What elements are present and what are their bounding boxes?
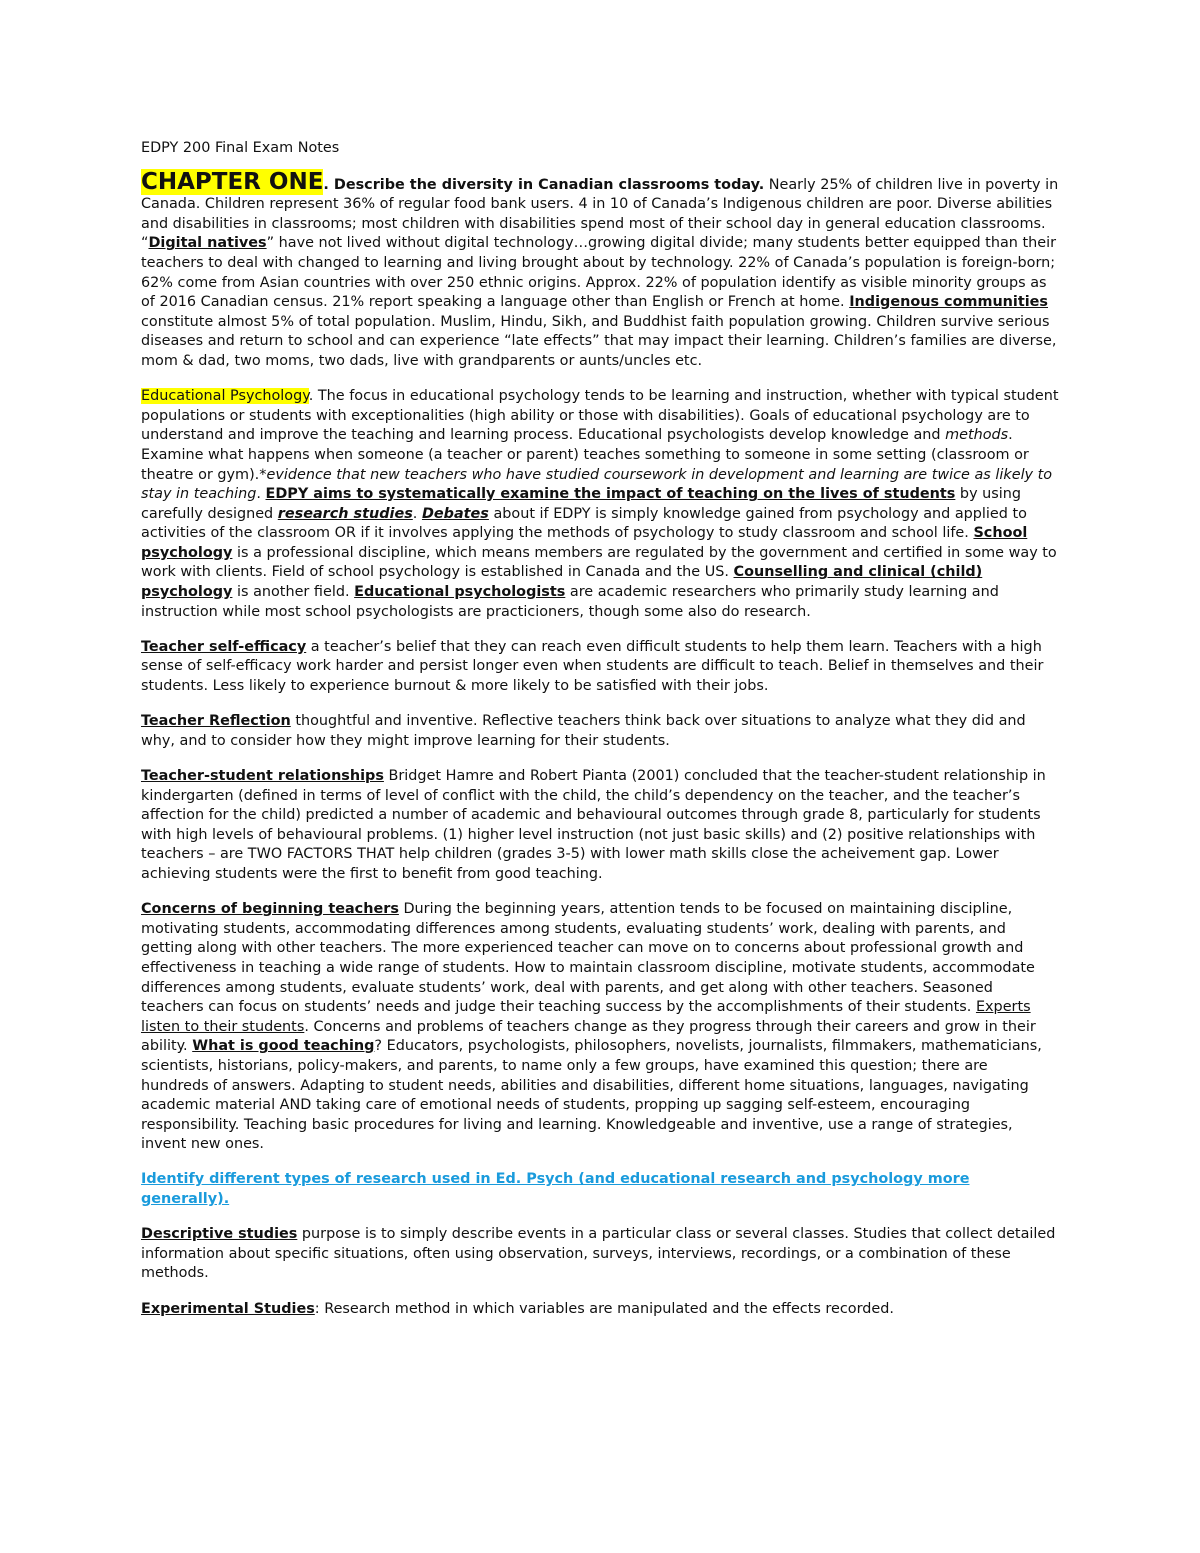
term-good-teaching: What is good teaching (192, 1038, 375, 1055)
term-experimental-studies: Experimental Studies (141, 1300, 315, 1317)
heading-research-types (141, 1170, 1059, 1209)
research-types-heading-text: Identify different types of research used in Ed. Psych (and educational research and psychology more generally). (141, 1171, 970, 1208)
term-indigenous-communities: Indigenous communities (849, 294, 1049, 311)
chapter-question: Describe the diversity in Canadian classrooms today. (333, 176, 765, 193)
term-educational-psychology: Educational Psychology (141, 388, 309, 405)
term-teacher-student-relationships: Teacher-student relationships (141, 768, 384, 784)
term-edpy-aims: EDPY aims to systematically examine the impact of teaching on the lives of students (265, 486, 956, 503)
term-experts-listen: Experts listen to their students (141, 999, 1031, 1035)
paragraph-self-efficacy: Teacher self-efficacy a teacher’s belief that they can reach even difficult students to help them learn. Teachers with a high sense of self-efficacy work harder and persist longer even when students are difficult to teach. Belief in themselves and their students. Less likely to experience burnout & more likely to be satisfied with their jobs. (141, 638, 1044, 695)
paragraph-chapter-one: CHAPTER ONE. Describe the diversity in Canadian classrooms today. Nearly 25% of children live in poverty in Canada. Children represent 36% of regular food bank users. 4 in 10 of Canada’s Indigenous children are poor. Diverse abilities and disabilities in classrooms; most children with disabilities spend most of their school day in general education classrooms. “Digital natives” have not lived without digital technology…growing digital divide; many students better equipped than their teachers to deal with changed to learning and living brought about by technology. 22% of Canada’s population is foreign-born; 62% come from Asian countries with over 250 ethnic origins. Approx. 22% of population identify as visible minority groups as of 2016 Canadian census. 21% report speaking a language other than English or French at home. Indigenous communities constitute almost 5% of total population. Muslim, Hindu, Sikh, and Buddhist faith population growing. Children survive serious diseases and return to school and can experience “late effects” that may impact their learning. Children’s families are diverse, mom & dad, two moms, two dads, live with grandparents or aunts/uncles etc. (141, 168, 1059, 369)
paragraph-beginning-teachers: Concerns of beginning teachers During the beginning years, attention tends to be focused on maintaining discipline, motivating students, accommodating differences among students, evaluating students’ work, dealing with parents, and getting along with other teachers. The more experienced teacher can move on to concerns about professional growth and effectiveness in teaching a wide range of students. How to maintain classroom discipline, motivate students, accommodate differences among students, evaluate students’ work, deal with parents, and get along with other teachers. Seasoned teachers can focus on students’ needs and judge their teaching success by the accomplishments of their students. Experts listen to their students. Concerns and problems of teachers change as they progress through their careers and grow in their ability. What is good teaching? Educators, psychologists, philosophers, novelists, journalists, filmmakers, mathematicians, scientists, historians, policy-makers, and parents, to name only a few groups, have examined this question; there are hundreds of answers. Adapting to student needs, abilities and disabilities, different home situations, languages, navigating academic material AND taking care of emotional needs of students, propping up sagging self-esteem, encouraging responsibility. Teaching basic procedures for living and learning. Knowledgeable and inventive, use a range of strategies, invent new ones. (141, 901, 1042, 1153)
term-teacher-reflection: Teacher Reflection (141, 713, 291, 730)
term-research-studies: research studies (277, 505, 413, 522)
paragraph-reflection: Teacher Reflection thoughtful and inventive. Reflective teachers think back over situations to analyze what they did and why, and to consider how they might improve learning for their students. (141, 713, 1026, 749)
term-self-efficacy: Teacher self-efficacy (141, 638, 307, 655)
paragraph-relationships: Teacher-student relationships Bridget Hamre and Robert Pianta (2001) concluded that the teacher-student relationship in kindergarten (defined in terms of level of conflict with the child, the child’s dependency on the teacher, and the teacher’s affection for the child) predicted a number of academic and behavioural outcomes through grade 8, particularly for students with high levels of behavioural problems. (1) higher level instruction (not just basic skills) and (2) positive relationships with teachers – are TWO FACTORS THAT help children (grades 3-5) with lower math skills close the acheivement gap. Lower achieving students were the first to benefit from good teaching. (141, 768, 1046, 882)
chapter-heading: CHAPTER ONE (141, 168, 324, 195)
paragraph-educational-psychology: Educational Psychology. The focus in educational psychology tends to be learning and instruction, whether with typical student populations or students with exceptionalities (high ability or those with disabilities). Goals of educational psychology are to understand and improve the teaching and learning process. Educational psychologists develop knowledge and methods. Examine what happens when someone (a teacher or parent) teaches something to someone in some setting (classroom or theatre or gym).*evidence that new teachers who have studied coursework in development and learning are twice as likely to stay in teaching. EDPY aims to systematically examine the impact of teaching on the lives of students by using carefully designed research studies. Debates about if EDPY is simply knowledge gained from psychology and applied to activities of the classroom OR if it involves applying the methods of psychology to study classroom and school life. School psychology is a professional discipline, which means members are regulated by the government and certified in some way to work with clients. Field of school psychology is established in Canada and the US. Counselling and clinical (child) psychology is another field. Educational psychologists are academic researchers who primarily study learning and instruction while most school psychologists are practicioners, though some also do research. (141, 388, 1059, 620)
document-page (141, 139, 1059, 1335)
term-digital-natives: Digital natives (148, 235, 267, 252)
term-descriptive-studies: Descriptive studies (141, 1226, 298, 1243)
term-educational-psychologists: Educational psychologists (354, 584, 566, 601)
term-debates: Debates (421, 505, 489, 522)
evidence-note: *evidence that new teachers who have studied coursework in development and learning are twice as likely to stay in teaching (141, 466, 1053, 503)
paragraph-experimental-studies: Experimental Studies: Research method in which variables are manipulated and the effects recorded. (141, 1300, 894, 1317)
term-school-psychology: School psychology (141, 525, 1028, 561)
paragraph-descriptive-studies: Descriptive studies purpose is to simply describe events in a particular class or several classes. Studies that collect detailed information about specific situations, often using observation, surveys, interviews, recordings, or a combination of these methods. (141, 1226, 1056, 1282)
term-counselling: Counselling and clinical (child) psychology (141, 564, 983, 601)
document-title: EDPY 200 Final Exam Notes (141, 140, 340, 156)
term-concerns-beginning-teachers: Concerns of beginning teachers (141, 901, 399, 918)
